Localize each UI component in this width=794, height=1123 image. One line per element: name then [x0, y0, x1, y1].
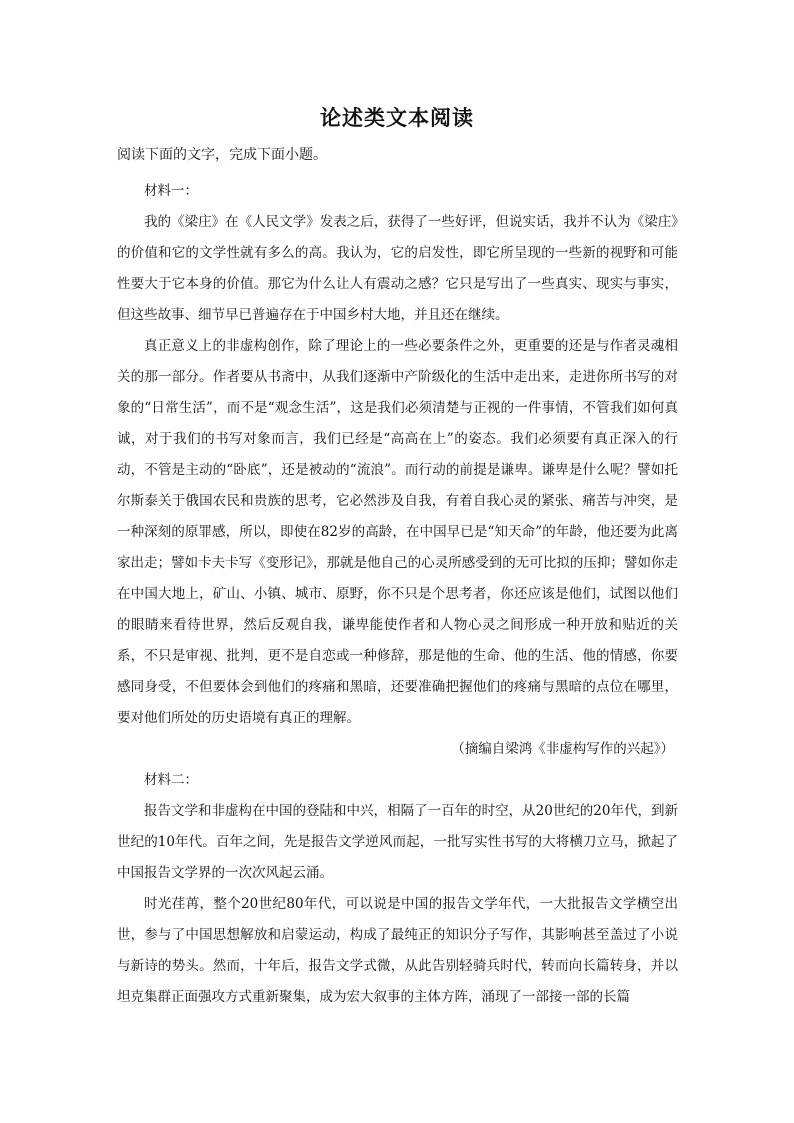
- page-title: 论述类文本阅读: [320, 106, 474, 130]
- material-1-label: 材料一：: [144, 183, 198, 199]
- material-2-paragraph-2: 时光荏苒，整个20世纪80年代，可以说是中国的报告文学年代，一大批报告文学横空出世，参与了中国思想解放和启蒙运动，构成了最纯正的知识分子写作，其影响甚至盖过了小说与新诗的势头。然而，十年后，报告文学式微，从此告别轻骑兵时代，转而向长篇转身，并以坦克集群正面强攻方式重新聚集，成为宏大叙事的主体方阵，涌现了一部接一部的长篇: [117, 896, 678, 1005]
- material-1-source: （摘编自梁鸿《非虚构写作的兴起》）: [451, 741, 674, 757]
- material-2-paragraph-1: 报告文学和非虚构在中国的登陆和中兴，相隔了一百年的时空，从20世纪的20年代，到新世纪的10年代。百年之间，先是报告文学逆风而起，一批写实性书写的大将横刀立马，掀起了中国报告文学界的一次次风起云涌。: [117, 803, 678, 881]
- passage-body: [117, 176, 678, 1013]
- instruction-text: 阅读下面的文字，完成下面小题。: [117, 147, 327, 163]
- material-1-paragraph-1: 我的《梁庄》在《人民文学》发表之后，获得了一些好评，但说实话，我并不认为《梁庄》的价值和它的文学性就有多么的高。我认为，它的启发性，即它所呈现的一些新的视野和可能性要大于它本身的价值。那它为什么让人有震动之感？它只是写出了一些真实、现实与事实，但这些故事、细节早已普遍存在于中国乡村大地，并且还在继续。: [117, 214, 678, 323]
- material-2-label: 材料二：: [144, 772, 198, 788]
- material-1-paragraph-2: 真正意义上的非虚构创作，除了理论上的一些必要条件之外，更重要的还是与作者灵魂相关的那一部分。作者要从书斋中，从我们逐渐中产阶级化的生活中走出来，走进你所书写的对象的“日常生活”，而不是“观念生活”，这是我们必须清楚与正视的一件事情，不管我们如何真诚，对于我们的书写对象而言，我们已经是“高高在上”的姿态。我们必须要有真正深入的行动，不管是主动的“卧底”，还是被动的“流浪”。而行动的前提是谦卑。谦卑是什么呢？譬如托尔斯泰关于俄国农民和贵族的思考，它必然涉及自我，有着自我心灵的紧张、痛苦与冲突，是一种深刻的原罪感，所以，即使在82岁的高龄，在中国早已是“知天命”的年龄，他还要为此离家出走；譬如卡夫卡写《变形记》，那就是他自己的心灵所感受到的无可比拟的压抑；譬如你走在中国大地上，矿山、小镇、城市、原野，你不只是个思考者，你还应该是他们，试图以他们的眼睛来看待世界，然后反观自我，谦卑能使作者和人物心灵之间形成一种开放和贴近的关系，不只是审视、批判，更不是自恋或一种修辞，那是他的生命、他的生活、他的情感，你要感同身受，不但要体会到他们的疼痛和黑暗，还要准确把握他们的疼痛与黑暗的点位在哪里，要对他们所处的历史语境有真正的理解。: [117, 338, 678, 726]
